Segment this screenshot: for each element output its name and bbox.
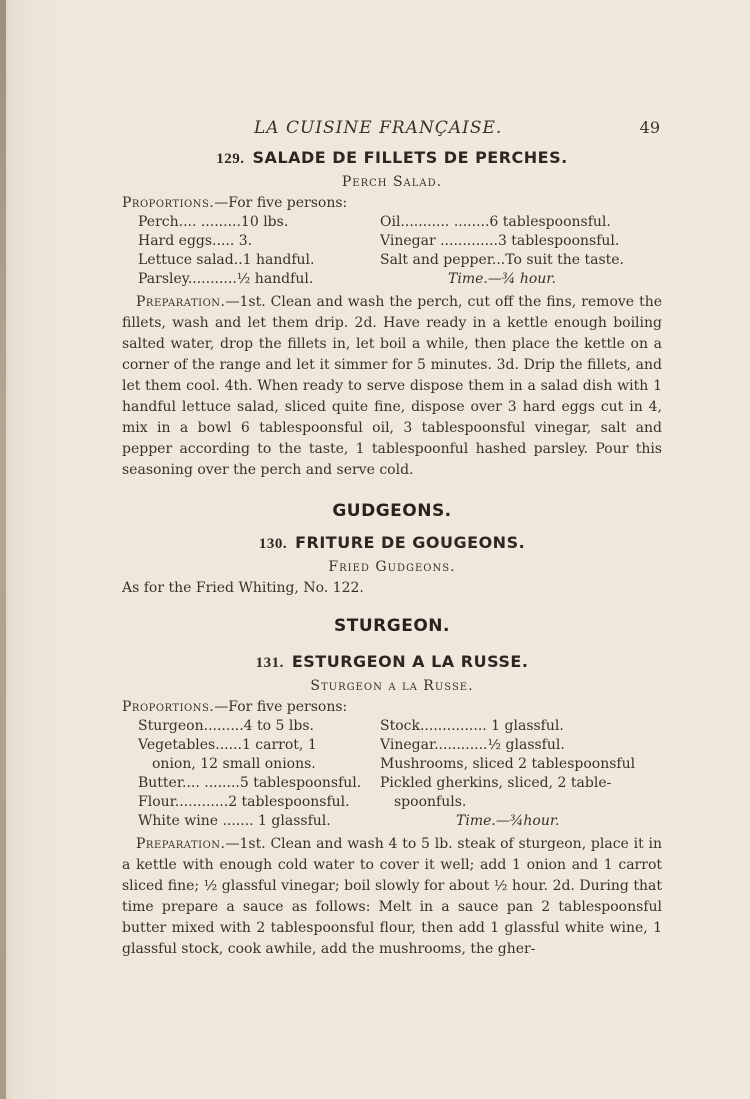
page-header	[122, 118, 662, 140]
recipe-130-text: As for the Fried Whiting, No. 122.	[122, 580, 364, 596]
recipe-name: ESTURGEON A LA RUSSE.	[291, 652, 529, 671]
recipe-129-subtitle: Perch Salad.	[341, 174, 443, 190]
recipe-130-title	[122, 533, 662, 553]
preparation-text: —1st. Clean and wash the perch, cut off the fins, remove the fillets, wash and let them drip. 2d. Have ready in a kettle enough boiling salted water, drop the fillets in, let boil a while, then place the kettle on a corner of the range and let it simmer for 5 minutes. 3d. Drip the fillets, and let them cool. 4th. When ready to serve dispose them in a salad dish with 1 handful lettuce salad, sliced quite fine, dispose over 3 hard eggs cut in 4, mix in a bowl 6 tablespoonsful oil, 3 tablespoonsful vinegar, salt and pepper according to the taste, 1 tablespoonful hashed parsley. Pour this seasoning over the perch and serve cold.	[122, 294, 662, 478]
time-text: Time.—¾ hour.	[448, 271, 556, 287]
page-number: 49	[639, 118, 660, 137]
ingredient-item: onion, 12 small onions.	[152, 756, 316, 772]
ingredient-item: White wine ....... 1 glassful.	[138, 813, 331, 829]
preparation-label: Preparation.	[136, 836, 226, 852]
recipe-number: 129.	[216, 151, 245, 167]
ingredient-item: Flour............2 tablespoonsful.	[138, 794, 350, 810]
section-heading-sturgeon: STURGEON.	[334, 616, 450, 636]
recipe-131-proportions	[122, 699, 662, 715]
recipe-131-ingredients	[122, 717, 662, 831]
recipe-131-subtitle: Sturgeon a la Russe.	[310, 678, 474, 694]
recipe-number: 131.	[255, 655, 284, 671]
ingredient-item: Parsley...........½ handful.	[138, 271, 314, 287]
ingredient-item: Salt and pepper...To suit the taste.	[380, 252, 625, 268]
proportions-label: Proportions.	[122, 699, 215, 715]
cooking-time	[376, 270, 662, 289]
preparation-label: Preparation.	[136, 294, 226, 310]
recipe-131-title	[122, 652, 662, 672]
ingredient-item: spoonfuls.	[394, 794, 467, 810]
recipe-131-preparation	[122, 834, 662, 960]
ingredient-item: Butter.... ........5 tablespoonsful.	[138, 775, 362, 791]
page-content	[122, 118, 662, 960]
ingredient-item: Vegetables......1 carrot, 1	[138, 737, 317, 753]
page-gutter	[0, 0, 6, 1099]
recipe-name: SALADE DE FILLETS DE PERCHES.	[252, 148, 568, 167]
ingredient-item: Oil........... ........6 tablespoonsful.	[380, 214, 611, 230]
recipe-130-subtitle: Fried Gudgeons.	[328, 559, 456, 575]
ingredient-item: Stock............... 1 glassful.	[380, 718, 564, 734]
running-title: LA CUISINE FRANÇAISE.	[254, 118, 503, 138]
recipe-129-preparation	[122, 292, 662, 481]
ingredient-item: Vinegar............½ glassful.	[380, 737, 565, 753]
ingredient-item: Hard eggs..... 3.	[138, 233, 253, 249]
time-text: Time.—¾hour.	[456, 813, 560, 829]
recipe-129-proportions	[122, 195, 662, 211]
ingredient-item: Lettuce salad..1 handful.	[138, 252, 315, 268]
ingredient-item: Sturgeon.........4 to 5 lbs.	[138, 718, 314, 734]
cooking-time	[376, 812, 662, 831]
proportions-text: —For five persons:	[214, 195, 348, 211]
recipe-name: FRITURE DE GOUGEONS.	[295, 533, 526, 552]
ingredient-item: Vinegar .............3 tablespoonsful.	[380, 233, 620, 249]
ingredient-item: Perch.... .........10 lbs.	[138, 214, 289, 230]
preparation-text: —1st. Clean and wash 4 to 5 lb. steak of sturgeon, place it in a kettle with enough cold water to cover it well; add 1 onion and 1 carrot sliced fine; ½ glassful vinegar; boil slowly for about ½ hour. 2d. During that time prepare a sauce as follows: Melt in a sauce pan 2 tablespoonsful butter mixed with 2 tablespoonsful flour, then add 1 glassful white wine, 1 glassful stock, cook awhile, add the mushrooms, the gher-	[122, 836, 662, 957]
ingredient-item: Mushrooms, sliced 2 tablespoonsful	[380, 756, 636, 772]
ingredient-item: Pickled gherkins, sliced, 2 table-	[380, 775, 612, 791]
proportions-label: Proportions.	[122, 195, 215, 211]
proportions-text: —For five persons:	[214, 699, 348, 715]
recipe-number: 130.	[258, 536, 288, 552]
recipe-129-ingredients	[122, 213, 662, 289]
recipe-129-title	[122, 148, 662, 168]
section-heading-gudgeons: GUDGEONS.	[332, 501, 452, 521]
